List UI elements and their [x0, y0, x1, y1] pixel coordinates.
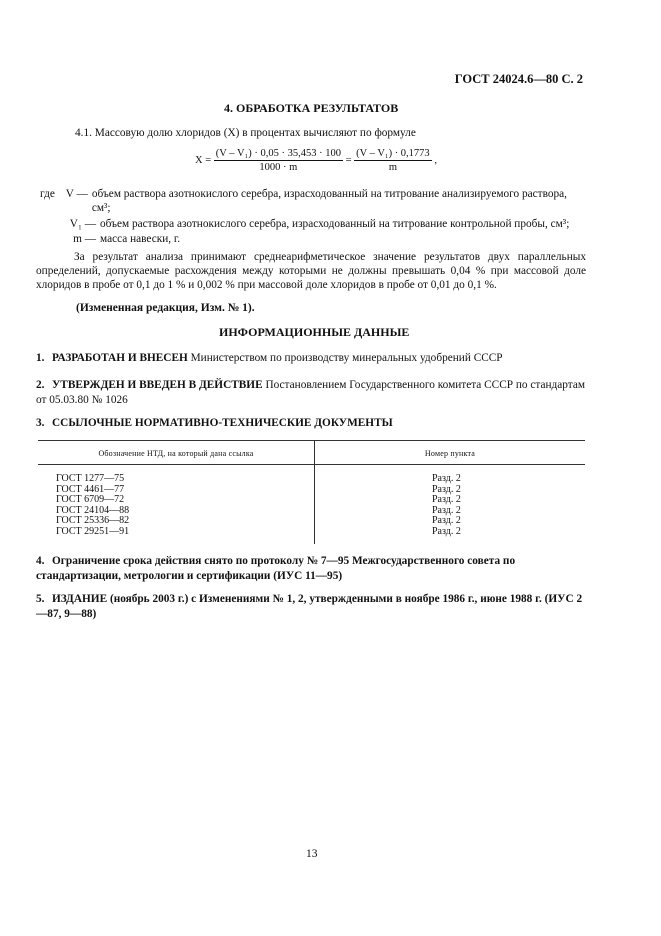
results-paragraph: [36, 250, 586, 292]
definition-symbol: m —: [73, 233, 96, 245]
item-text: (ноябрь 2003 г.) с Изменениями № 1, 2, утвержденными в ноябре 1986 г., июне 1988 г. (ИУС 2—87, 9—88): [36, 593, 583, 620]
formula: [195, 148, 437, 173]
table-header-rule: [38, 464, 585, 465]
table-row: [56, 474, 129, 538]
formula-numerator-2: (V – V₁) · 0,1773: [356, 148, 430, 159]
formula-denominator-2: m: [388, 162, 397, 173]
table-cell-doc: ГОСТ 24104—88: [56, 504, 130, 516]
table-cell-section: Разд. 2: [432, 504, 461, 516]
table-cell-section: Разд. 2: [432, 473, 461, 484]
definition-m: [40, 232, 586, 246]
definition-v: [40, 187, 586, 215]
table-cell-section: Разд. 2: [432, 483, 461, 495]
reference-table: [38, 440, 585, 544]
section-heading-results: 4. ОБРАБОТКА РЕЗУЛЬТАТОВ: [224, 101, 399, 115]
item-text: Ограничение срока действия снято по протоколу № 7—95 Межгосударственного совета по стандартизации, метрологии и сертификации (ИУС 11—95): [36, 555, 516, 582]
table-cell-doc: ГОСТ 4461—77: [56, 483, 125, 495]
formula-lhs: X =: [195, 154, 212, 166]
definition-v1: [40, 217, 586, 231]
paragraph-4-1: 4.1. Массовую долю хлоридов (X) в процентах вычисляют по формуле: [75, 127, 416, 139]
formula-fraction-1: [214, 148, 343, 173]
where-label: где: [40, 188, 55, 200]
info-item-1: [36, 351, 586, 366]
table-top-rule: [38, 440, 585, 441]
definition-text: масса навески, г.: [100, 233, 181, 245]
table-header-item-number: Номер пункта: [424, 449, 476, 458]
info-item-2: [36, 378, 586, 408]
item-bold: ИЗДАНИЕ: [52, 593, 108, 605]
table-cell-section: Разд. 2: [432, 515, 461, 527]
definition-text: объем раствора азотнокислого серебра, израсходованный на титрование контрольной пробы, см³;: [100, 218, 570, 230]
formula-denominator-1: 1000 · m: [259, 162, 298, 173]
revision-note: (Измененная редакция, Изм. № 1).: [76, 302, 255, 314]
item-number: 3.: [36, 417, 45, 429]
formula-equals: =: [345, 154, 352, 166]
item-text: Министерством по производству минеральных удобрений СССР: [190, 352, 503, 364]
table-cell-section: Разд. 2: [432, 494, 461, 506]
table-cell-doc: ГОСТ 6709—72: [56, 494, 125, 506]
table-cell-doc: ГОСТ 29251—91: [56, 525, 130, 537]
definition-symbol: V —: [65, 188, 88, 200]
formula-numerator-1: (V – V₁) · 0,05 · 35,453 · 100: [215, 148, 341, 159]
item-bold: ССЫЛОЧНЫЕ НОРМАТИВНО-ТЕХНИЧЕСКИЕ ДОКУМЕНТЫ: [52, 417, 393, 429]
definition-text: объем раствора азотнокислого серебра, израсходованный на титрование анализируемого раствора, см³;: [91, 188, 567, 214]
item-number: 4.: [36, 555, 45, 567]
table-cell-doc: ГОСТ 25336—82: [56, 515, 130, 527]
item-number: 1.: [36, 352, 45, 364]
table-header-designation: Обозначение НТД, на который дана ссылка: [98, 449, 254, 458]
info-item-5: [36, 592, 588, 622]
item-number: 5.: [36, 593, 45, 605]
info-heading: ИНФОРМАЦИОННЫЕ ДАННЫЕ: [219, 325, 410, 339]
formula-fraction-2: [354, 148, 432, 173]
item-number: 2.: [36, 379, 45, 391]
item-bold: УТВЕРЖДЕН И ВВЕДЕН В ДЕЙСТВИЕ: [52, 379, 263, 391]
table-row: [432, 474, 461, 538]
definitions: [40, 187, 586, 246]
item-text: Постановлением Государственного комитета СССР по стандартам от 05.03.80 № 1026: [36, 379, 586, 406]
item-bold: РАЗРАБОТАН И ВНЕСЕН: [52, 352, 188, 364]
results-text: За результат анализа принимают среднеарифметическое значение результатов двух параллельных определений, допускаемые расхождения между которыми не должны превышать 0,04 % при массовой доле хлоридов в пробе от 0,1 до 1 % и 0,002 % при массовой доле хлоридов в пробе от 0,01 до 0,1 %.: [36, 251, 586, 291]
page-number: 13: [306, 848, 318, 860]
info-item-4: [36, 554, 588, 584]
table-cell-section: Разд. 2: [432, 525, 461, 537]
info-item-3: [36, 416, 586, 431]
page-header: ГОСТ 24024.6—80 С. 2: [454, 72, 583, 86]
table-cell-doc: ГОСТ 1277—75: [56, 473, 125, 484]
definition-symbol: V₁ —: [69, 218, 96, 230]
formula-comma: ,: [434, 154, 437, 166]
